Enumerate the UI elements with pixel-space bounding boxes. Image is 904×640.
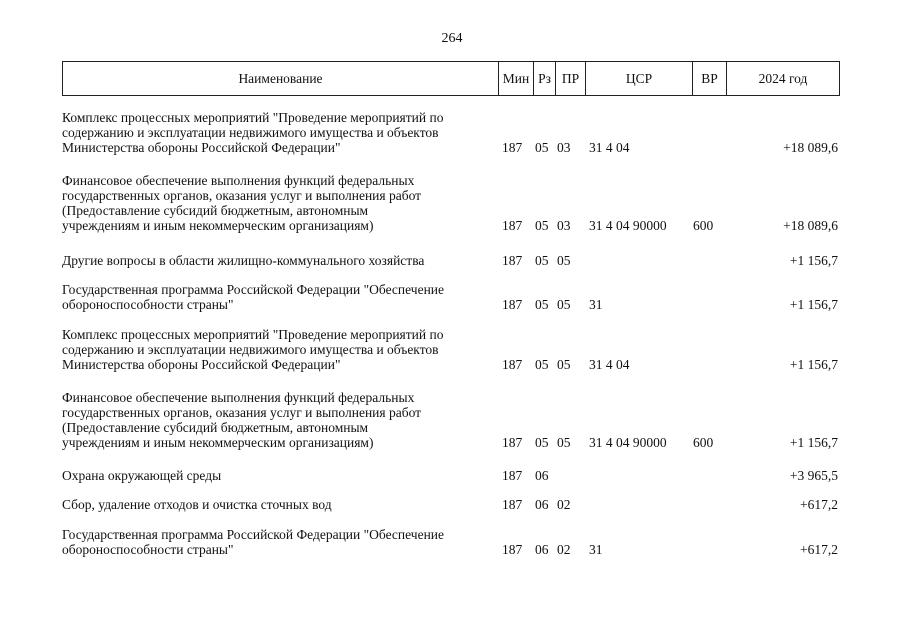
row-name-line: Министерства обороны Российской Федерации"	[62, 140, 341, 155]
row-pr: 05	[557, 297, 571, 312]
row-rz: 06	[535, 497, 549, 512]
row-pr: 03	[557, 218, 571, 233]
row-rz: 06	[535, 542, 549, 557]
header-pr: ПР	[555, 62, 585, 95]
row-name	[62, 282, 492, 312]
row-min: 187	[502, 140, 523, 155]
row-name-line: содержанию и эксплуатации недвижимого имущества и объектов	[62, 342, 439, 357]
row-vr: 600	[693, 218, 714, 233]
row-min: 187	[502, 435, 523, 450]
row-vr: 600	[693, 435, 714, 450]
row-name-line: Финансовое обеспечение выполнения функций федеральных	[62, 390, 415, 405]
row-rz: 05	[535, 218, 549, 233]
row-name-line: обороноспособности страны"	[62, 542, 234, 557]
row-rz: 06	[535, 468, 549, 483]
row-name-line: государственных органов, оказания услуг и выполнения работ	[62, 188, 422, 203]
row-csr: 31 4 04	[589, 357, 630, 372]
row-name-line: учреждениям и иным некоммерческим организациям)	[62, 218, 374, 233]
row-name	[62, 173, 492, 233]
row-min: 187	[502, 542, 523, 557]
header-min: Мин	[498, 62, 533, 95]
row-name	[62, 110, 492, 155]
row-min: 187	[502, 497, 523, 512]
row-rz: 05	[535, 140, 549, 155]
row-pr: 05	[557, 357, 571, 372]
header-csr: ЦСР	[585, 62, 692, 95]
row-name	[62, 497, 492, 512]
row-rz: 05	[535, 357, 549, 372]
row-name-line: Комплекс процессных мероприятий "Проведение мероприятий по	[62, 110, 444, 125]
row-name-line: государственных органов, оказания услуг и выполнения работ	[62, 405, 422, 420]
row-amount: +1 156,7	[789, 357, 838, 372]
row-min: 187	[502, 468, 523, 483]
row-min: 187	[502, 253, 523, 268]
row-name-line: Государственная программа Российской Федерации "Обеспечение	[62, 282, 445, 297]
row-name-line: обороноспособности страны"	[62, 297, 234, 312]
row-name	[62, 390, 492, 450]
row-amount: +1 156,7	[789, 435, 838, 450]
row-name-line: Сбор, удаление отходов и очистка сточных вод	[62, 497, 332, 512]
row-rz: 05	[535, 253, 549, 268]
row-amount: +3 965,5	[789, 468, 838, 483]
row-name-line: содержанию и эксплуатации недвижимого имущества и объектов	[62, 125, 439, 140]
row-csr: 31 4 04	[589, 140, 630, 155]
row-amount: +1 156,7	[789, 297, 838, 312]
row-min: 187	[502, 297, 523, 312]
table-header	[62, 61, 840, 96]
header-year: 2024 год	[726, 62, 839, 95]
row-csr: 31	[589, 297, 603, 312]
row-rz: 05	[535, 435, 549, 450]
row-pr: 03	[557, 140, 571, 155]
row-name	[62, 527, 492, 557]
row-name-line: учреждениям и иным некоммерческим организациям)	[62, 435, 374, 450]
row-rz: 05	[535, 297, 549, 312]
row-amount: +18 089,6	[783, 218, 838, 233]
row-csr: 31 4 04 90000	[589, 218, 667, 233]
row-name	[62, 327, 492, 372]
row-name-line: Другие вопросы в области жилищно-коммунального хозяйства	[62, 253, 425, 268]
header-vr: ВР	[692, 62, 726, 95]
row-min: 187	[502, 357, 523, 372]
row-csr: 31	[589, 542, 603, 557]
row-name	[62, 253, 492, 268]
page-number: 264	[441, 31, 463, 46]
row-pr: 05	[557, 435, 571, 450]
row-name-line: Охрана окружающей среды	[62, 468, 222, 483]
row-name-line: Государственная программа Российской Федерации "Обеспечение	[62, 527, 445, 542]
header-rz: Рз	[533, 62, 555, 95]
header-name: Наименование	[238, 71, 323, 86]
row-pr: 02	[557, 497, 571, 512]
row-amount: +617,2	[800, 542, 838, 557]
row-name-line: Комплекс процессных мероприятий "Проведение мероприятий по	[62, 327, 444, 342]
row-csr: 31 4 04 90000	[589, 435, 667, 450]
row-name	[62, 468, 492, 483]
row-amount: +617,2	[800, 497, 838, 512]
row-pr: 02	[557, 542, 571, 557]
row-min: 187	[502, 218, 523, 233]
row-pr: 05	[557, 253, 571, 268]
row-name-line: (Предоставление субсидий бюджетным, автономным	[62, 420, 369, 435]
row-name-line: (Предоставление субсидий бюджетным, автономным	[62, 203, 369, 218]
row-name-line: Финансовое обеспечение выполнения функций федеральных	[62, 173, 415, 188]
row-name-line: Министерства обороны Российской Федерации"	[62, 357, 341, 372]
row-amount: +1 156,7	[789, 253, 838, 268]
row-amount: +18 089,6	[783, 140, 838, 155]
